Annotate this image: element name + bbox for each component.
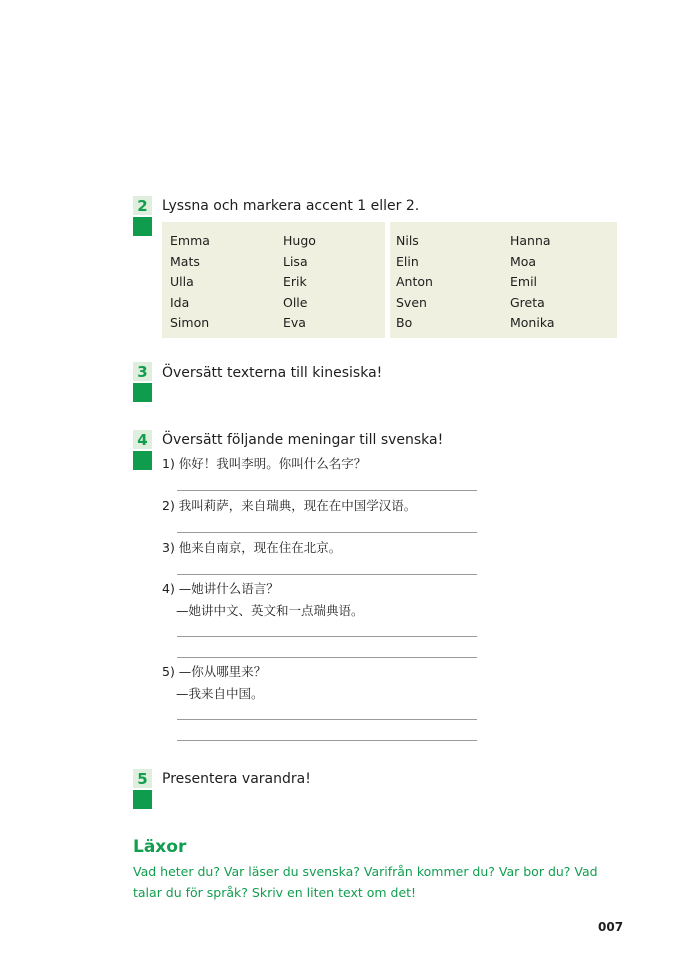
- name-item: Hugo: [283, 233, 316, 248]
- exercise-5-number: 5: [133, 769, 152, 788]
- writing-line[interactable]: [177, 636, 477, 637]
- writing-line[interactable]: [177, 574, 477, 575]
- name-item: Eva: [283, 315, 306, 331]
- name-item: Ulla: [170, 274, 194, 290]
- name-item: Mats: [170, 253, 200, 269]
- question-4-line-2: —她讲中文、英文和一点瑞典语。: [176, 603, 364, 618]
- name-item: Hanna: [510, 233, 551, 248]
- exercise-4-number: 4: [133, 430, 152, 449]
- exercise-2-number: 2: [133, 196, 152, 215]
- name-item: Simon: [170, 315, 210, 331]
- name-item: Anton: [396, 274, 433, 290]
- name-item: Emma: [170, 233, 210, 248]
- name-item: Erik: [283, 274, 307, 290]
- writing-line[interactable]: [177, 740, 477, 741]
- name-item: Sven: [396, 294, 427, 310]
- question-3: 3) 他来自南京，现在住在北京。: [162, 540, 342, 555]
- writing-line[interactable]: [177, 532, 477, 533]
- exercise-5-bar: [133, 790, 152, 809]
- exercise-2-title: Lyssna och markera accent 1 eller 2.: [162, 198, 420, 214]
- question-4-line-1: 4) —她讲什么语言？: [162, 581, 279, 596]
- writing-line[interactable]: [177, 657, 477, 658]
- question-1: 1) 你好！我叫李明。你叫什么名字？: [162, 456, 367, 471]
- exercise-2-bar: [133, 217, 152, 236]
- name-item: Bo: [396, 315, 413, 331]
- exercise-5-title: Presentera varandra!: [162, 771, 311, 787]
- homework-heading: Läxor: [133, 837, 187, 857]
- name-item: Lisa: [283, 253, 308, 269]
- names-column-2: [283, 231, 316, 334]
- question-2: 2) 我叫莉萨，来自瑞典，现在在中国学汉语。: [162, 498, 417, 513]
- homework-text: Vad heter du? Var läser du svenska? Varifrån kommer du? Var bor du? Vad talar du för språk? Skriv en liten text om det!: [133, 864, 598, 900]
- writing-line[interactable]: [177, 490, 477, 491]
- page-number: 007: [598, 920, 624, 934]
- name-item: Monika: [510, 315, 555, 331]
- exercise-3-number: 3: [133, 362, 152, 381]
- exercise-3-bar: [133, 383, 152, 402]
- name-item: Olle: [283, 294, 308, 310]
- names-column-1: [170, 231, 210, 334]
- name-item: Ida: [170, 294, 190, 310]
- names-column-4: [510, 231, 555, 334]
- exercise-4-title: Översätt följande meningar till svenska!: [162, 432, 444, 448]
- question-5-line-1: 5) —你从哪里来？: [162, 664, 267, 679]
- writing-line[interactable]: [177, 719, 477, 720]
- exercise-4-bar: [133, 451, 152, 470]
- name-item: Elin: [396, 253, 419, 269]
- name-item: Moa: [510, 253, 537, 269]
- names-column-3: [396, 231, 433, 334]
- exercise-3-title: Översätt texterna till kinesiska!: [162, 365, 383, 381]
- name-item: Greta: [510, 294, 545, 310]
- name-item: Emil: [510, 274, 538, 290]
- name-item: Nils: [396, 233, 419, 248]
- question-5-line-2: —我来自中国。: [176, 686, 264, 701]
